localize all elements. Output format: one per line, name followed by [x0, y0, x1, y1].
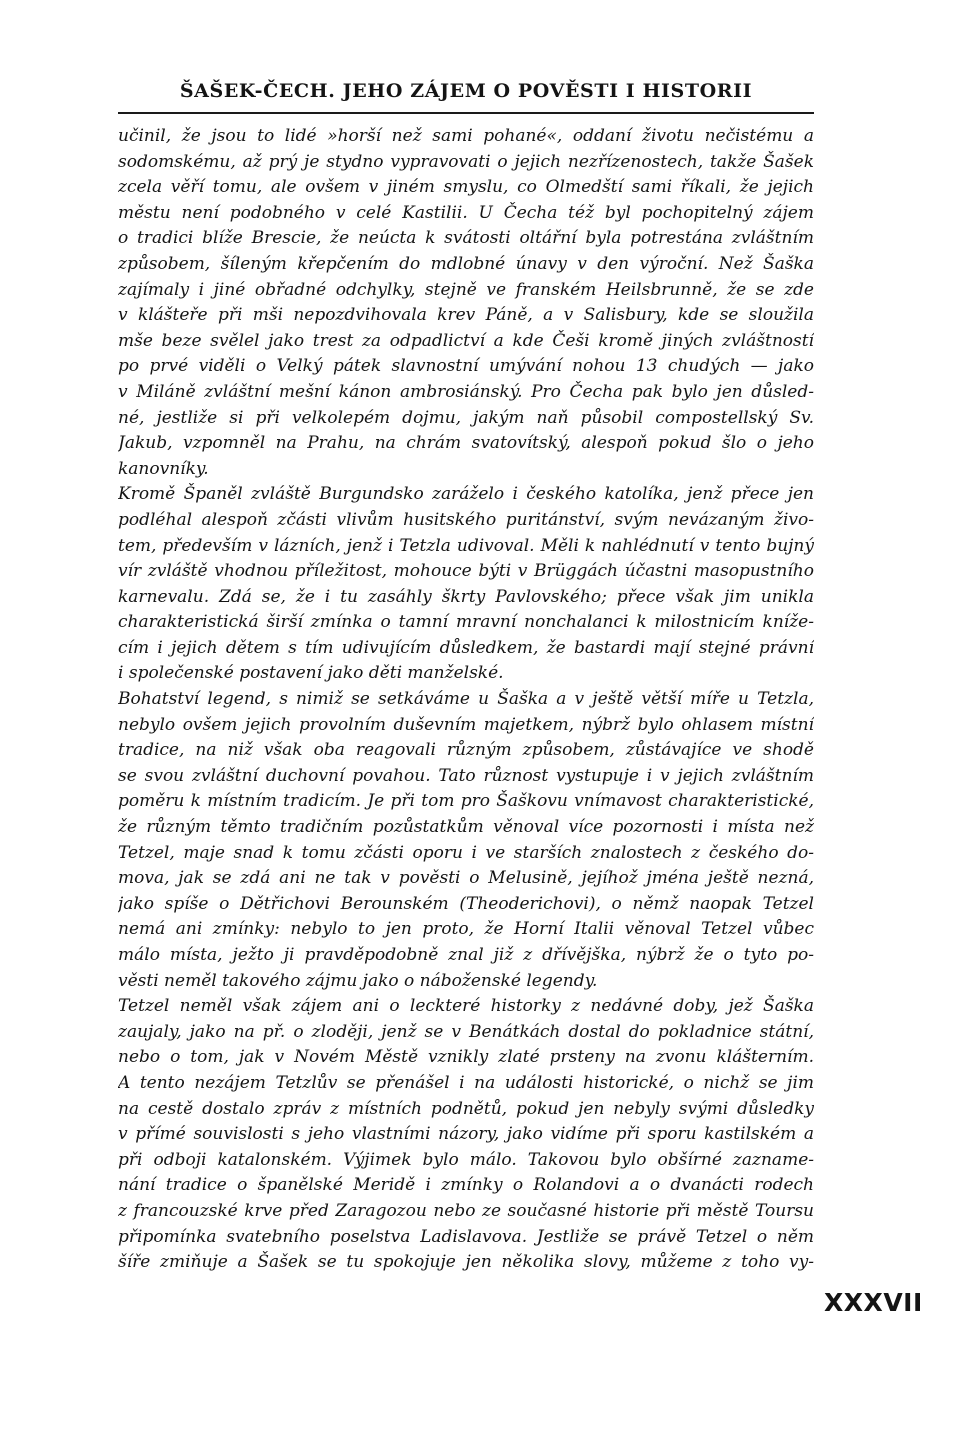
text-line: nebo o tom, jak v Novém Městě vznikly zlaté prsteny na zvonu klášterním.	[118, 1047, 814, 1068]
text-line: v Miláně zvláštní mešní kánon ambrosiánský. Pro Čecha pak bylo jen důsled-	[118, 381, 814, 402]
text-line: nemá ani zmínky: nebylo to jen proto, že Horní Italii věnoval Tetzel vůbec	[118, 919, 814, 940]
text-line: se svou zvláštní duchovní povahou. Tato různost vystupuje i v jejich zvláštním	[118, 765, 814, 786]
text-line: tradice, na niž však oba reagovali různým způsobem, zůstávajíce ve shodě	[118, 740, 814, 761]
text-line: Kromě Španěl zvláště Burgundsko zaráželo i českého katolíka, jenž přece jen	[118, 484, 814, 505]
text-line: cím i jejich dětem s tím udivujícím důsledkem, že bastardi mají stejné právní	[118, 637, 814, 658]
paragraph-end-line: i společenské postavení jako děti manželské.	[118, 663, 504, 684]
running-head: ŠAŠEK-ČECH. JEHO ZÁJEM O POVĚSTI I HISTORII	[179, 80, 753, 102]
text-line: mše beze svělel jako trest za odpadlictví a kde Češi kromě jiných zvláštností	[118, 330, 814, 351]
signature-mark: XXXVII	[824, 1288, 923, 1317]
text-line: že různým těmto tradičním pozůstatkům věnoval více pozornosti i místa než	[118, 817, 814, 838]
text-line: poměru k místním tradicím. Je při tom pro Šaškovu vnímavost charakteristické,	[118, 791, 814, 812]
text-line: v přímé souvislosti s jeho vlastními názory, jako vidíme při sporu kastilském a	[118, 1124, 814, 1145]
text-line: málo místa, ježto ji pravděpodobně znal již z dřívějška, nýbrž že o tyto po-	[118, 945, 814, 965]
text-line: vír zvláště vhodnou příležitost, mohouce býti v Brüggách účastni masopustního	[118, 561, 814, 582]
text-line: Jakub, vzpomněl na Prahu, na chrám svatovítský, alespoň pokud šlo o jeho	[118, 433, 814, 454]
text-line: v klášteře při mši nepozdvihovala krev Páně, a v Salisbury, kde se sloužila	[118, 305, 814, 326]
text-line: charakteristická širší zmínka o tamní mravní nonchalanci k milostnicím kníže-	[118, 612, 814, 633]
text-line: nání tradice o španělské Meridě i zmínky o Rolandovi a o dvanácti rodech	[118, 1175, 814, 1196]
text-line: při odboji katalonském. Výjimek bylo málo. Takovou bylo obšírné zazname-	[118, 1149, 814, 1170]
text-line: sodomskému, až prý je stydno vypravovati o jejich nezřízenostech, takže Šašek	[118, 151, 814, 172]
paragraph-end-line: věsti neměl takového zájmu jako o náboženské legendy.	[118, 970, 598, 991]
text-line: po prvé viděli o Velký pátek slavnostní umývání nohou 13 chudých — jako	[118, 356, 814, 377]
header-rule	[118, 112, 814, 114]
text-line: městu není podobného v celé Kastilii. U Čecha též byl pochopitelný zájem	[118, 202, 814, 223]
text-line: připomínka svatebního poselstva Ladislavova. Jestliže se právě Tetzel o něm	[118, 1226, 814, 1247]
text-line: A tento nezájem Tetzlův se přenášel i na události historické, o nichž se jim	[118, 1072, 814, 1093]
body-text	[118, 124, 814, 1276]
text-line: učinil, že jsou to lidé »horší než sami pohané«, oddaní životu nečistému a	[118, 126, 814, 146]
text-line: tem, především v lázních, jenž i Tetzla udivoval. Měli k nahlédnutí v tento bujný	[118, 535, 814, 556]
text-line: mova, jak se zdá ani ne tak v pověsti o Melusině, jejíhož jména ještě nezná,	[118, 868, 814, 889]
text-line: Tetzel, maje snad k tomu zčásti oporu i ve starších znalostech z českého do-	[118, 842, 814, 863]
paragraph-end-line: kanovníky.	[118, 458, 209, 479]
text-line: nebylo ovšem jejich provolním duševním majetkem, nýbrž bylo ohlasem místní	[118, 714, 814, 735]
text-line: o tradici blíže Brescie, že neúcta k svátosti oltářní byla potrestána zvláštním	[118, 228, 814, 249]
text-line: Bohatství legend, s nimiž se setkáváme u Šaška a v ještě větší míře u Tetzla,	[118, 689, 814, 710]
text-line: na cestě dostalo zpráv z místních podnětů, pokud jen nebyly svými důsledky	[118, 1098, 814, 1119]
text-line: zajímaly i jiné obřadné odchylky, stejně ve franském Heilsbrunně, že se zde	[118, 279, 814, 300]
text-line: způsobem, šíleným křepčením do mdlobné únavy v den výroční. Než Šaška	[118, 253, 814, 274]
text-line: z francouzské krve před Zaragozou nebo ze současné historie při městě Toursu	[118, 1200, 814, 1221]
text-line: podléhal alespoň zčásti vlivům husitského puritánství, svým nevázaným živo-	[118, 509, 814, 530]
text-line: Tetzel neměl však zájem ani o leckteré historky z nedávné doby, jež Šaška	[118, 996, 814, 1017]
text-line: né, jestliže si při velkolepém dojmu, jakým naň působil compostellský Sv.	[118, 407, 814, 428]
text-line: jako spíše o Dětřichovi Berounském (Theoderichovi), o němž naopak Tetzel	[118, 893, 814, 914]
text-line: zcela věří tomu, ale ovšem v jiném smyslu, co Olmedští sami říkali, že jejich	[118, 177, 814, 198]
text-line: zaujaly, jako na př. o zloději, jenž se v Benátkách dostal do pokladnice státní,	[118, 1021, 814, 1042]
text-line: karnevalu. Zdá se, že i tu zasáhly škrty Pavlovského; přece však jim unikla	[118, 586, 814, 607]
text-line: šíře zmiňuje a Šašek se tu spokojuje jen několika slovy, můžeme z toho vy-	[118, 1252, 814, 1273]
